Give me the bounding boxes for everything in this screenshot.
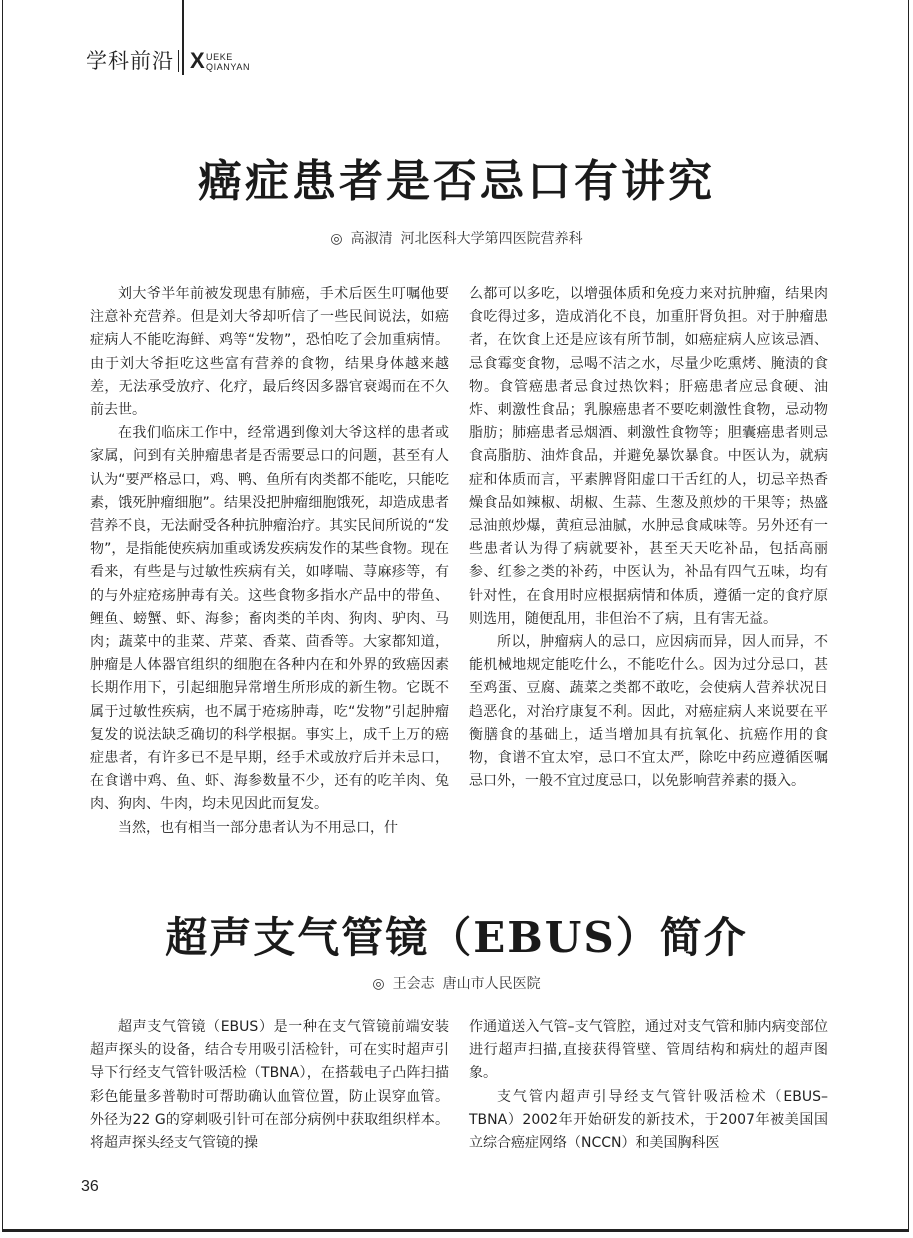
- byline-mark-icon: ◎: [330, 231, 343, 247]
- article1-byline: [0, 228, 913, 248]
- article1-affiliation: 河北医科大学第四医院营养科: [400, 231, 583, 247]
- article1-paragraph: 当然，也有相当一部分患者认为不用忌口，什: [118, 819, 398, 836]
- byline-mark-icon: ◎: [372, 976, 385, 992]
- article1-left-column: [90, 283, 449, 840]
- section-label-divider: [178, 50, 179, 72]
- article2-paragraph: 作通道送入气管–支气管腔，通过对支气管和肺内病变部位进行超声扫描,直接获得管壁、管周结构和病灶的超声图象。: [469, 1019, 828, 1082]
- article2-paragraph: 支气管内超声引导经支气管针吸活检术（EBUS–TBNA）2002年开始研发的新技术，于2007年被美国国立综合癌症网络（NCCN）和美国胸科医: [469, 1088, 828, 1152]
- article1-author: 高淑清: [350, 231, 393, 247]
- section-pinyin-initial: X: [190, 48, 205, 73]
- header-rule: [182, 0, 184, 75]
- page-number: 36: [81, 1178, 99, 1195]
- article1-paragraph: 在我们临床工作中，经常遇到像刘大爷这样的患者或家属，问到有关肿瘤患者是否需要忌口的问题，甚至有人认为“要严格忌口，鸡、鸭、鱼所有肉类都不能吃，只能吃素，饿死肿瘤细胞”。结果没把肿瘤细胞饿死，却造成患者营养不良，无法耐受各种抗肿瘤治疗。其实民间所说的“发物”，是指能使疾病加重或诱发疾病发作的某些食物。现在看来，有些是与过敏性疾病有关，如哮喘、荨麻疹等，有的与外症疮疡肿毒有关。这些食物多指水产品中的带鱼、鲤鱼、螃蟹、虾、海参；畜肉类的羊肉、狗肉、驴肉、马肉；蔬菜中的韭菜、芹菜、香菜、茴香等。大家都知道，肿瘤是人体器官组织的细胞在各种内在和外界的致癌因素长期作用下，引起细胞异常增生所形成的新生物。它既不属于过敏性疾病，也不属于疮疡肿毒，吃“发物”引起肿瘤复发的说法缺乏确切的科学根据。事实上，成千上万的癌症患者，有许多已不是早期，经手术或放疗后并未忌口，在食谱中鸡、鱼、虾、海参数量不少，还有的吃羊肉、兔肉、狗肉、牛肉，均未见因此而复发。: [90, 425, 449, 813]
- article1-title: 癌症患者是否忌口有讲究: [198, 156, 715, 207]
- article1-paragraph: 刘大爷半年前被发现患有肺癌，手术后医生叮嘱他要注意补充营养。但是刘大爷却听信了一些民间说法，如癌症病人不能吃海鲜、鸡等“发物”，恐怕吃了会加重病情。由于刘大爷拒吃这些富有营养的食物，结果身体越来越差，无法承受放疗、化疗，最后终因多器官衰竭而在不久前去世。: [90, 286, 449, 419]
- section-label: 学科前沿: [86, 49, 174, 73]
- article2-title: 超声支气管镜（EBUS）简介: [165, 913, 748, 962]
- article2-affiliation: 唐山市人民医院: [442, 976, 541, 992]
- article1-paragraph: 么都可以多吃，以增强体质和免疫力来对抗肿瘤，结果肉食吃得过多，造成消化不良，加重肝肾负担。对于肿瘤患者，在饮食上还是应该有所节制，如癌症病人应该忌酒、忌食霉变食物，忌喝不洁之水，尽量少吃熏烤、腌渍的食物。食管癌患者忌食过热饮料；肝癌患者应忌食硬、油炸、刺激性食品；乳腺癌患者不要吃刺激性食物，忌动物脂肪；肺癌患者忌烟酒、刺激性食物等；胆囊癌患者则忌食高脂肪、油炸食品，并避免暴饮暴食。中医认为，就病症和体质而言，平素脾肾阳虚口干舌红的人，切忌辛热香燥食品如辣椒、胡椒、生蒜、生葱及煎炒的干果等；热盛忌油煎炒爆，黄疸忌油腻，水肿忌食咸味等。另外还有一些患者认为得了病就要补，甚至天天吃补品，包括高丽参、红参之类的补药，中医认为，补品有四气五味，均有针对性，在食用时应根据病情和体质，遵循一定的食疗原则选用，随便乱用，非但治不了病，且有害无益。: [469, 286, 828, 627]
- article1-right-column: [469, 283, 828, 793]
- section-pinyin-line1: UEKE: [206, 52, 233, 62]
- article2-paragraph: 超声支气管镜（EBUS）是一种在支气管镜前端安装超声探头的设备，结合专用吸引活检针，可在实时超声引导下行经支气管针吸活检（TBNA），在搭载电子凸阵扫描彩色能量多普勒时可帮助确认血管位置，防止误穿血管。外径为22 G的穿刺吸引针可在部分病例中获取组织样本。将超声探头经支气管镜的操: [90, 1019, 449, 1152]
- article2-author: 王会志: [392, 976, 435, 992]
- article2-byline: [0, 973, 913, 993]
- section-pinyin-line2: QIANYAN: [206, 62, 251, 72]
- article2-left-column: [90, 1016, 449, 1155]
- article1-paragraph: 所以，肿瘤病人的忌口，应因病而异，因人而异，不能机械地规定能吃什么，不能吃什么。因为过分忌口，甚至鸡蛋、豆腐、蔬菜之类都不敢吃，会使病人营养状况日趋恶化，对治疗康复不利。因此，对癌症病人来说要在平衡膳食的基础上，适当增加具有抗氧化、抗癌作用的食物，食谱不宜太窄，忌口不宜太严，除吃中药应遵循医嘱忌口外，一般不宜过度忌口，以免影响营养素的摄入。: [469, 634, 828, 790]
- article2-right-column: [469, 1016, 828, 1155]
